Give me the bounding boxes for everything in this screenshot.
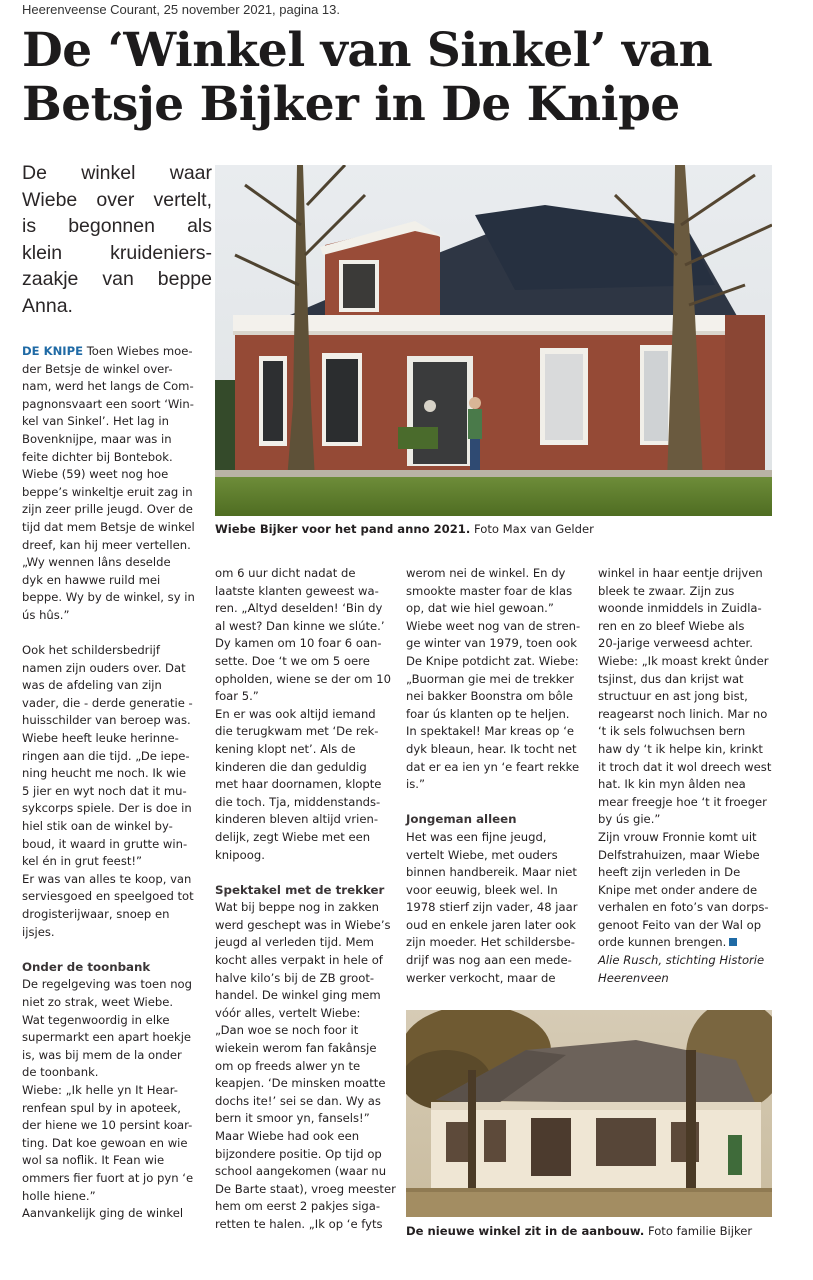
- text-line: ge winter van 1979, toen ook: [406, 636, 577, 651]
- text-line: tsjinst, dus dan krijst wat: [598, 671, 744, 686]
- text-line: En er was ook altijd iemand: [215, 706, 376, 721]
- text-line: „Buorman gie mei de trekker: [406, 671, 574, 686]
- text-line: Wiebe: „Ik moast krekt ûnder: [598, 653, 769, 668]
- text-line: In spektakel! Mar kreas op ‘e: [406, 724, 575, 739]
- text-line: De regelgeving was toen nog: [22, 977, 192, 992]
- text-line: Toen Wiebes moe-: [86, 344, 193, 358]
- text-line: Bovenknijpe, maar was in: [22, 431, 172, 446]
- text-line: op, dat wie hiel gewoan.”: [406, 601, 554, 616]
- text-line: vader, die - derde generatie -: [22, 695, 193, 710]
- text-line: is.”: [406, 777, 425, 792]
- text-line: de toonbank.: [22, 1065, 99, 1080]
- lead-line: De winkel waar: [22, 162, 212, 184]
- text-line: kel van Sinkel’. Het lag in: [22, 414, 169, 429]
- text-line: drogisterijwaar, snoep en: [22, 907, 170, 921]
- text-line: wol sa noflik. It Fean wie: [22, 1153, 165, 1168]
- end-of-article-square-icon: [729, 938, 737, 946]
- photo1-caption: [215, 522, 594, 536]
- text-line: is, was bij mem de la onder: [22, 1047, 182, 1062]
- text-line: by ús gie.”: [598, 812, 661, 827]
- text-line: ijsjes.: [22, 924, 55, 939]
- text-line: zijn moeder. Het schildersbe-: [406, 935, 575, 950]
- text-line: ringen aan die tijd. „De iepe-: [22, 748, 190, 763]
- text-line: huisschilder van beroep was.: [22, 713, 191, 728]
- text-line: kening klopt net’. Als de: [215, 741, 356, 756]
- text-line: De Knipe potdicht zat. Wiebe:: [406, 653, 579, 668]
- lead-line: is begonnen als: [22, 215, 212, 237]
- lead-paragraph: [22, 160, 212, 319]
- text-line: Wiebe weet nog van de stren-: [406, 618, 581, 633]
- text-line: dreef, kan hij meer vertellen.: [22, 537, 191, 552]
- text-line: Dy kamen om 10 foar 6 oan-: [215, 636, 382, 651]
- text-line: woonde inmiddels in Zuidla-: [598, 601, 762, 616]
- text-line: smookte master foar de klas: [406, 583, 573, 598]
- text-line: renfean spul by in apoteek,: [22, 1100, 181, 1115]
- text-line: nam, werd het langs de Com-: [22, 379, 194, 394]
- text-line: wiekein werom fan fakânsje: [215, 1041, 377, 1056]
- text-line: Wiebe: „Ik helle yn It Hear-: [22, 1082, 178, 1097]
- text-line: foar ús klanten op te heljen.: [406, 706, 570, 721]
- text-line: dyk bleaun, hear. Ik tocht net: [406, 741, 577, 756]
- text-line: nei bakker Boonstra om bôle: [406, 689, 573, 704]
- text-line: hiel stik oan de winkel by-: [22, 819, 173, 834]
- text-line: 20-jarige verweesd achter.: [598, 636, 753, 651]
- text-line: vertelt Wiebe, met ouders: [406, 847, 558, 862]
- text-line: sykcorps spiele. Der is doe in: [22, 801, 192, 816]
- photo2-caption: [406, 1224, 752, 1238]
- text-line: drijf was nog aan een mede-: [406, 953, 572, 968]
- text-line: die terugkwam met ‘De rek-: [215, 724, 379, 739]
- text-line: Er was van alles te koop, van: [22, 871, 192, 886]
- text-line: namen zijn ouders over. Dat: [22, 660, 186, 675]
- text-line: hat. Ik kin myn âlden nea: [598, 777, 746, 792]
- text-line: pagnonsvaart een soort ‘Win-: [22, 396, 194, 411]
- text-line: mear freegje hoe ‘t it froeger: [598, 794, 767, 809]
- text-line: ning heucht me noch. Ik wie: [22, 766, 187, 781]
- lead-line: zaakje van beppe: [22, 268, 212, 290]
- text-line: niet zo strak, weet Wiebe.: [22, 994, 174, 1009]
- text-line: Het was een fijne jeugd,: [406, 829, 547, 844]
- text-line: ommers fier fuort at jo pyn ‘e: [22, 1170, 194, 1185]
- lead-line: Wiebe over vertelt,: [22, 188, 212, 211]
- subheading-onder-de-toonbank: Onder de toonbank: [22, 959, 151, 974]
- article-headline: [22, 24, 802, 132]
- text-line: werker verkocht, maar de: [406, 970, 556, 985]
- text-line: sette. Doe ‘t we om 5 oere: [215, 653, 370, 668]
- text-line: winkel in haar eentje drijven: [598, 566, 763, 580]
- text-line: die toch. Tja, middenstands-: [215, 794, 381, 809]
- photo-house-2021: [215, 165, 772, 516]
- text-line: kinderen die dan geduldig: [215, 759, 367, 774]
- text-line: Wat bij beppe nog in zakken: [215, 900, 379, 915]
- text-line: hem om eerst 2 pakjes siga-: [215, 1199, 381, 1214]
- text-line: ren. „Altyd deselden! ‘Bin dy: [215, 601, 383, 616]
- text-line: Maar Wiebe had ook een: [215, 1129, 360, 1143]
- photo2-credit: Foto familie Bijker: [647, 1224, 753, 1238]
- text-line: „Dan woe se noch foor it: [215, 1023, 359, 1038]
- text-line: dat er ea ien yn ‘e feart rekke: [406, 759, 580, 774]
- text-line: reagearst noch linich. Mar no: [598, 706, 768, 721]
- text-line: kinderen bleven altijd vrien-: [215, 812, 379, 827]
- text-line: Aanvankelijk ging de winkel: [22, 1206, 184, 1221]
- text-line: laatste klanten geweest wa-: [215, 583, 379, 598]
- text-line: 5 jier en wyt noch dat it mu-: [22, 783, 187, 798]
- text-line: it troch dat it wol dreech west: [598, 759, 772, 774]
- text-line: knipoog.: [215, 847, 265, 862]
- text-line: keapjen. ‘De minsken moatte: [215, 1076, 386, 1091]
- text-line: Ook het schildersbedrijf: [22, 643, 160, 658]
- column-2: [215, 565, 400, 1234]
- text-line: foar 5.”: [215, 689, 259, 704]
- text-line: kel én in grut feest!”: [22, 854, 143, 869]
- headline-line-2: Betsje Bijker in De Knipe: [22, 77, 680, 132]
- text-line: genoot Feito van der Wal op: [598, 917, 762, 932]
- text-line: feite dichter bij Bontebok.: [22, 449, 173, 464]
- text-line: ús hûs.”: [22, 607, 70, 622]
- text-line: Zijn vrouw Fronnie komt uit: [598, 829, 757, 844]
- text-line: Wiebe (59) weet nog hoe: [22, 467, 169, 482]
- text-line: zijn zeer prille jeugd. Over de: [22, 502, 193, 517]
- text-line: jeugd al verleden tijd. Mem: [215, 935, 374, 950]
- column-1: [22, 343, 207, 1223]
- text-line: retten te halen. „Ik op ‘e fyts: [215, 1216, 383, 1231]
- text-line: Delfstrahuizen, maar Wiebe: [598, 847, 760, 862]
- text-line: haw dy ‘t ik helpe kin, krinkt: [598, 741, 763, 756]
- text-line: der hiene we 10 persint koar-: [22, 1118, 193, 1133]
- column-4: [598, 565, 803, 987]
- lead-line: Anna.: [22, 294, 73, 317]
- text-line: kocht alles verpakt in hele of: [215, 953, 383, 968]
- text-line: structuur en ast jong bist,: [598, 689, 748, 704]
- text-line: beppe’s winkeltje eruit zag in: [22, 484, 193, 499]
- text-line: ‘t ik sels folwuchsen bern: [598, 724, 746, 739]
- publication-line: Heerenveense Courant, 25 november 2021, pagina 13.: [22, 2, 340, 17]
- text-line: Wiebe heeft leuke herinne-: [22, 731, 179, 746]
- photo2-caption-text: De nieuwe winkel zit in de aanbouw.: [406, 1224, 645, 1238]
- text-line: delijk, zegt Wiebe met een: [215, 829, 371, 844]
- text-line: bern it smoor yn, fansels!”: [215, 1111, 370, 1126]
- text-line: vóór alles, vertelt Wiebe:: [215, 1005, 361, 1020]
- text-line: school aangekomen (waar nu: [215, 1164, 387, 1179]
- text-line: bijzondere positie. Op tijd op: [215, 1146, 382, 1161]
- photo1-credit: Foto Max van Gelder: [473, 522, 594, 536]
- text-line: binnen handbereik. Maar niet: [406, 865, 577, 880]
- text-line: boud, it waard in grutte win-: [22, 836, 188, 851]
- text-line: om 6 uur dicht nadat de: [215, 566, 356, 580]
- text-line: De Barte staat), vroeg meester: [215, 1181, 396, 1196]
- text-line: supermarkt een apart hoekje: [22, 1030, 192, 1045]
- author-signature-org: Heerenveen: [598, 970, 669, 985]
- text-line: dyk en hawwe ruild mei: [22, 572, 161, 587]
- text-line: holle hiene.”: [22, 1188, 96, 1203]
- text-line: werom nei de winkel. En dy: [406, 566, 566, 580]
- text-line: was de afdeling van zijn: [22, 678, 162, 693]
- text-line: opholden, wiene se der om 10: [215, 671, 391, 686]
- text-line: serviesgoed en speelgoed tot: [22, 889, 194, 904]
- text-line: heeft zijn verleden in De: [598, 865, 741, 880]
- text-line: met haar doornamen, klopte: [215, 777, 382, 792]
- text-line: halve kilo’s bij de ZB groot-: [215, 970, 375, 985]
- text-line: tijd dat mem Betsje de winkel: [22, 519, 195, 534]
- text-line: Knipe met onder andere de: [598, 882, 758, 897]
- text-line: om op freeds alwer yn te: [215, 1058, 361, 1073]
- column-3: [406, 565, 596, 987]
- text-line: dochs ite!’ sei se dan. Wy as: [215, 1093, 381, 1108]
- text-line: ting. Dat koe gewoan en wie: [22, 1135, 188, 1150]
- text-line: orde kunnen brengen.: [598, 935, 727, 950]
- text-line: oud en enkele jaren later ook: [406, 917, 576, 932]
- text-line: Wat tegenwoordig in elke: [22, 1012, 170, 1027]
- text-line: 1978 stierf zijn vader, 48 jaar: [406, 900, 578, 915]
- text-line: werd geschept was in Wiebe’s: [215, 917, 391, 932]
- dateline: DE KNIPE: [22, 344, 83, 358]
- text-line: beppe. Wy by de winkel, sy in: [22, 590, 195, 605]
- text-line: „Wy wennen lâns deselde: [22, 555, 171, 570]
- text-line: bleek te zwaar. Zijn zus: [598, 583, 735, 598]
- photo-shop-construction: [406, 1010, 772, 1217]
- text-line: voor eeuwig, bleek wel. In: [406, 882, 558, 897]
- photo1-caption-text: Wiebe Bijker voor het pand anno 2021.: [215, 522, 471, 536]
- subheading-jongeman-alleen: Jongeman alleen: [406, 812, 517, 827]
- text-line: ren en zo bleef Wiebe als: [598, 618, 745, 633]
- text-line: verhalen en foto’s van dorps-: [598, 900, 769, 915]
- lead-line: klein kruideniers-: [22, 241, 212, 264]
- text-line: al west? Dan kinne we slúte.’: [215, 618, 385, 633]
- headline-line-1: De ‘Winkel van Sinkel’ van: [22, 23, 713, 78]
- text-line: handel. De winkel ging mem: [215, 988, 381, 1003]
- text-line: der Betsje de winkel over-: [22, 361, 173, 376]
- author-signature: Alie Rusch, stichting Historie: [598, 953, 765, 968]
- subheading-spektakel: Spektakel met de trekker: [215, 882, 385, 897]
